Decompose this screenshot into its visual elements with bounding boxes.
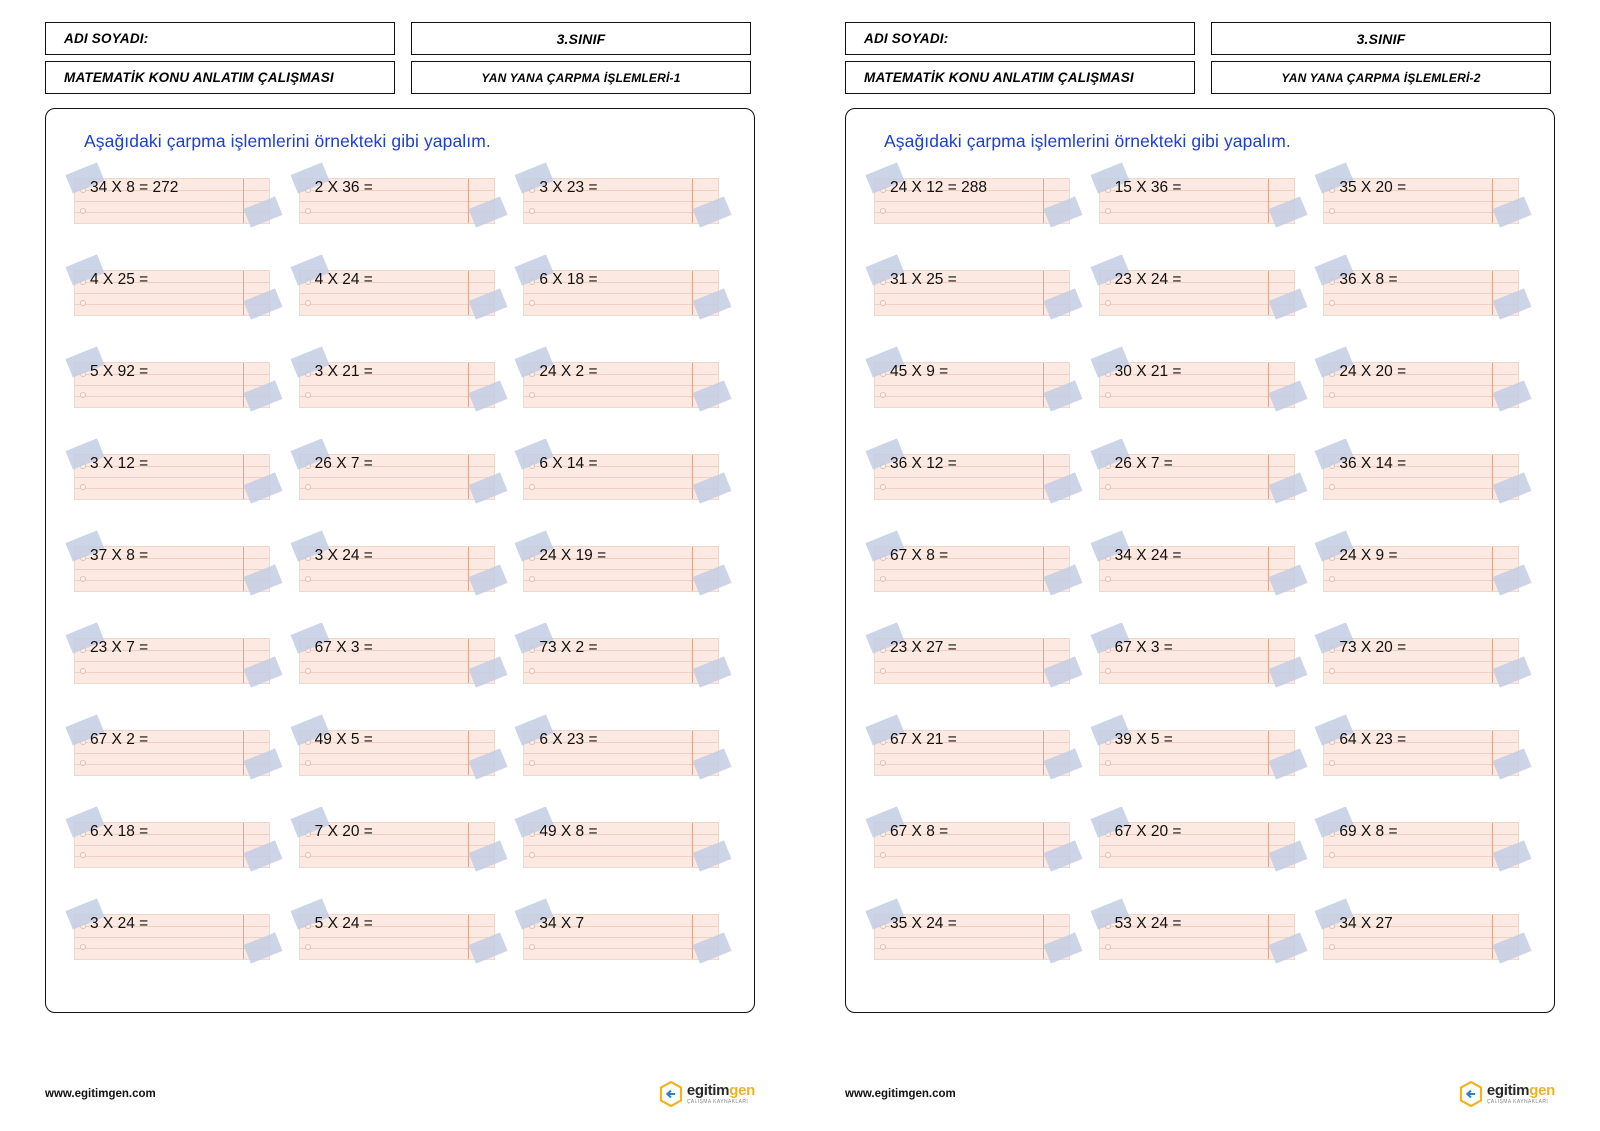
exercise-expression[interactable]: 3 X 12 = [90, 455, 149, 472]
logo-wordmark: egitimgen [1486, 1082, 1555, 1099]
exercise-cell [868, 442, 1083, 534]
worksheet-title-label: MATEMATİK KONU ANLATIM ÇALIŞMASI [864, 70, 1134, 85]
instruction-text: Aşağıdaki çarpma işlemlerini örnekteki gibi yapalım. [84, 131, 491, 151]
exercise-expression[interactable]: 24 X 12 = 288 [890, 179, 987, 196]
exercise-cell [517, 166, 732, 258]
worksheet-title-box [45, 61, 395, 94]
footer-url[interactable]: www.egitimgen.com [845, 1088, 956, 1100]
worksheet-title-label: MATEMATİK KONU ANLATIM ÇALIŞMASI [64, 70, 334, 85]
worksheet-page-2 [800, 0, 1600, 1131]
exercise-expression[interactable]: 67 X 20 = [1114, 823, 1182, 840]
exercise-expression[interactable]: 6 X 14 = [539, 455, 598, 472]
exercise-cell [1317, 442, 1532, 534]
brand-logo [659, 1081, 755, 1107]
exercise-cell [1093, 166, 1308, 258]
exercise-cell [68, 350, 283, 442]
exercise-expression[interactable]: 3 X 24 = [90, 915, 149, 932]
exercise-cell [1317, 718, 1532, 810]
exercise-cell [68, 718, 283, 810]
exercise-expression[interactable]: 3 X 23 = [539, 179, 598, 196]
footer-url[interactable]: www.egitimgen.com [45, 1088, 156, 1100]
logo-tagline: ÇALIŞMA KAYNAKLARI [1486, 1099, 1549, 1105]
exercise-cell [517, 626, 732, 718]
exercise-cell [293, 810, 508, 902]
exercise-cell [1317, 626, 1532, 718]
exercise-cell [868, 626, 1083, 718]
exercise-cell [1317, 810, 1532, 902]
exercise-expression[interactable]: 36 X 8 = [1339, 271, 1398, 288]
topic-box [411, 61, 751, 94]
page-2-content-frame [845, 108, 1555, 1013]
exercise-expression[interactable]: 26 X 7 = [1114, 455, 1173, 472]
exercise-expression[interactable]: 30 X 21 = [1114, 363, 1182, 380]
exercise-expression[interactable]: 23 X 27 = [890, 639, 957, 656]
exercise-cell [517, 902, 732, 994]
exercise-expression[interactable]: 67 X 8 = [890, 823, 949, 840]
exercise-expression[interactable]: 49 X 8 = [539, 823, 598, 840]
exercise-expression[interactable]: 3 X 24 = [314, 547, 373, 564]
page-2-exercise-grid [862, 166, 1538, 994]
exercise-expression[interactable]: 34 X 27 [1339, 915, 1393, 932]
exercise-cell [68, 258, 283, 350]
exercise-expression[interactable]: 24 X 20 = [1339, 363, 1407, 380]
exercise-cell [1093, 810, 1308, 902]
exercise-cell [868, 534, 1083, 626]
grade-label: 3.SINIF [556, 30, 606, 47]
exercise-cell [1093, 718, 1308, 810]
exercise-expression[interactable]: 49 X 5 = [314, 731, 373, 748]
exercise-expression[interactable]: 3 X 21 = [314, 363, 373, 380]
exercise-expression[interactable]: 23 X 7 = [90, 639, 149, 656]
exercise-cell [868, 350, 1083, 442]
exercise-cell [293, 534, 508, 626]
exercise-expression[interactable]: 26 X 7 = [314, 455, 373, 472]
exercise-expression[interactable]: 4 X 24 = [314, 271, 373, 288]
exercise-expression[interactable]: 67 X 3 = [1114, 639, 1173, 656]
exercise-expression[interactable]: 73 X 20 = [1339, 639, 1407, 656]
exercise-expression[interactable]: 34 X 24 = [1114, 547, 1182, 564]
exercise-expression[interactable]: 67 X 2 = [90, 731, 149, 748]
exercise-cell [68, 442, 283, 534]
exercise-expression[interactable]: 6 X 23 = [539, 731, 598, 748]
exercise-expression[interactable]: 2 X 36 = [314, 179, 373, 196]
exercise-cell [68, 902, 283, 994]
exercise-cell [1317, 534, 1532, 626]
exercise-expression[interactable]: 67 X 21 = [890, 731, 957, 748]
exercise-cell [293, 718, 508, 810]
brand-logo [1459, 1081, 1555, 1107]
exercise-cell [293, 626, 508, 718]
exercise-expression[interactable]: 34 X 7 [539, 915, 585, 932]
topic-box [1211, 61, 1551, 94]
logo-wordmark: egitimgen [686, 1082, 755, 1099]
exercise-expression[interactable]: 45 X 9 = [890, 363, 949, 380]
name-label: ADI SOYADI: [64, 31, 149, 46]
exercise-expression[interactable]: 35 X 24 = [890, 915, 957, 932]
exercise-cell [868, 166, 1083, 258]
exercise-cell [293, 166, 508, 258]
grade-box [411, 22, 751, 55]
exercise-cell [868, 810, 1083, 902]
exercise-expression[interactable]: 53 X 24 = [1114, 915, 1182, 932]
exercise-cell [1317, 166, 1532, 258]
exercise-cell [1317, 902, 1532, 994]
exercise-cell [68, 166, 283, 258]
grade-box [1211, 22, 1551, 55]
exercise-expression[interactable]: 24 X 2 = [539, 363, 598, 380]
exercise-expression[interactable]: 31 X 25 = [890, 271, 957, 288]
exercise-expression[interactable]: 73 X 2 = [539, 639, 598, 656]
grade-label: 3.SINIF [1356, 30, 1406, 47]
exercise-expression[interactable]: 67 X 8 = [890, 547, 949, 564]
topic-label: YAN YANA ÇARPMA İŞLEMLERİ-1 [481, 70, 681, 85]
exercise-cell [868, 902, 1083, 994]
exercise-cell [517, 810, 732, 902]
exercise-expression[interactable]: 15 X 36 = [1114, 179, 1182, 196]
exercise-cell [517, 718, 732, 810]
exercise-cell [68, 626, 283, 718]
logo-text [687, 1083, 755, 1105]
worksheet-title-box [845, 61, 1195, 94]
exercise-expression[interactable]: 4 X 25 = [90, 271, 149, 288]
exercise-expression[interactable]: 39 X 5 = [1114, 731, 1173, 748]
exercise-cell [1317, 350, 1532, 442]
exercise-expression[interactable]: 35 X 20 = [1339, 179, 1407, 196]
exercise-expression[interactable]: 67 X 3 = [314, 639, 373, 656]
exercise-expression[interactable]: 24 X 19 = [539, 547, 607, 564]
exercise-cell [517, 258, 732, 350]
exercise-expression[interactable]: 5 X 24 = [314, 915, 373, 932]
exercise-cell [868, 258, 1083, 350]
exercise-expression[interactable]: 34 X 8 = 272 [90, 179, 179, 196]
exercise-cell [517, 534, 732, 626]
exercise-cell [68, 810, 283, 902]
exercise-cell [1093, 258, 1308, 350]
exercise-cell [1093, 534, 1308, 626]
exercise-cell [68, 534, 283, 626]
exercise-cell [868, 718, 1083, 810]
exercise-expression[interactable]: 5 X 92 = [90, 363, 149, 380]
exercise-cell [1093, 902, 1308, 994]
exercise-expression[interactable]: 6 X 18 = [90, 823, 149, 840]
logo-icon [1459, 1081, 1483, 1107]
exercise-cell [1317, 258, 1532, 350]
exercise-cell [1093, 442, 1308, 534]
exercise-cell [293, 258, 508, 350]
instruction-text: Aşağıdaki çarpma işlemlerini örnekteki gibi yapalım. [884, 131, 1291, 151]
logo-icon [659, 1081, 683, 1107]
exercise-expression[interactable]: 36 X 14 = [1339, 455, 1407, 472]
topic-label: YAN YANA ÇARPMA İŞLEMLERİ-2 [1281, 70, 1481, 85]
exercise-cell [1093, 350, 1308, 442]
exercise-expression[interactable]: 69 X 8 = [1339, 823, 1398, 840]
name-field-box[interactable] [845, 22, 1195, 55]
exercise-expression[interactable]: 23 X 24 = [1114, 271, 1182, 288]
exercise-cell [517, 442, 732, 534]
exercise-cell [293, 442, 508, 534]
page-1-header [45, 22, 755, 94]
page-2-footer [845, 1081, 1555, 1107]
exercise-expression[interactable]: 7 X 20 = [314, 823, 373, 840]
exercise-expression[interactable]: 6 X 18 = [539, 271, 598, 288]
exercise-expression[interactable]: 24 X 9 = [1339, 547, 1398, 564]
page-1-footer [45, 1081, 755, 1107]
logo-text [1487, 1083, 1555, 1105]
page-1-content-frame [45, 108, 755, 1013]
page-1-exercise-grid [62, 166, 738, 994]
exercise-expression[interactable]: 36 X 12 = [890, 455, 957, 472]
name-label: ADI SOYADI: [864, 31, 949, 46]
exercise-expression[interactable]: 64 X 23 = [1339, 731, 1407, 748]
exercise-cell [293, 350, 508, 442]
exercise-cell [293, 902, 508, 994]
exercise-expression[interactable]: 37 X 8 = [90, 547, 149, 564]
exercise-cell [517, 350, 732, 442]
name-field-box[interactable] [45, 22, 395, 55]
logo-tagline: ÇALIŞMA KAYNAKLARI [686, 1099, 749, 1105]
exercise-cell [1093, 626, 1308, 718]
page-2-header [845, 22, 1555, 94]
